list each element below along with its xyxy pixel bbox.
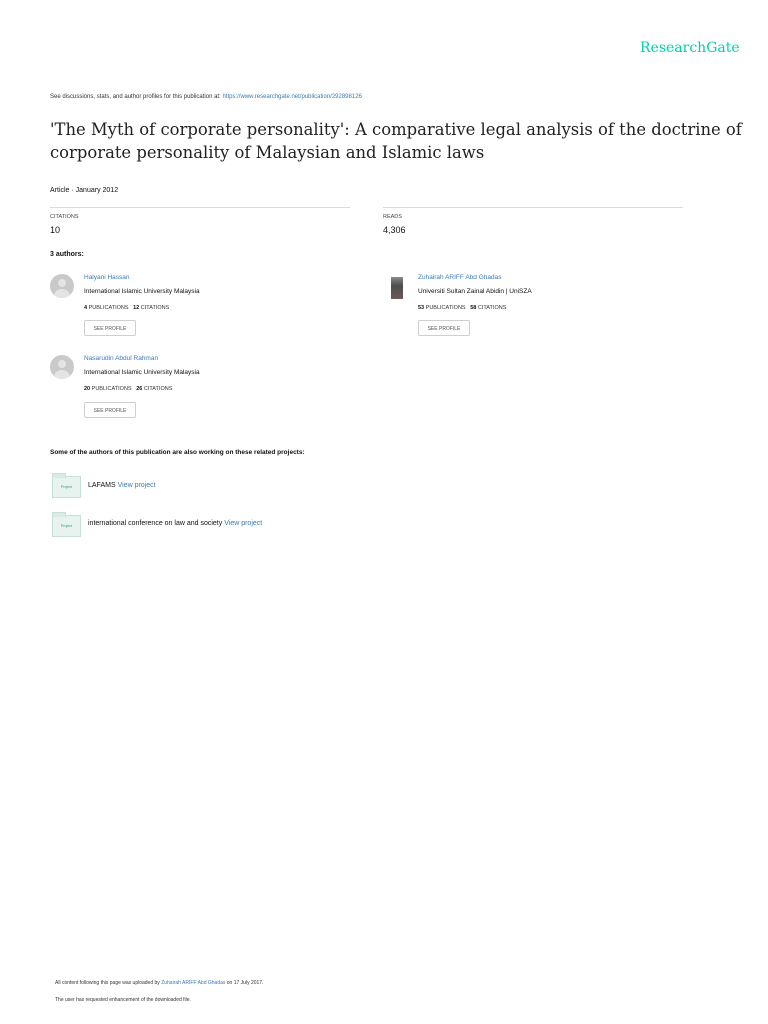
citations-label: CITATIONS bbox=[477, 305, 507, 311]
project-icon-label: Project bbox=[61, 485, 72, 489]
project-name: international conference on law and society bbox=[88, 520, 223, 527]
author-stats bbox=[418, 305, 506, 311]
author-institution: International Islamic University Malaysia bbox=[84, 369, 200, 376]
citations-label: CITATIONS bbox=[143, 386, 173, 392]
citations-count: 12 bbox=[133, 305, 140, 311]
publications-count: 20 bbox=[84, 386, 91, 392]
citations-count: 58 bbox=[470, 305, 477, 311]
citations-divider bbox=[50, 207, 350, 208]
publications-count: 4 bbox=[84, 305, 88, 311]
upload-suffix: on 17 July 2017. bbox=[226, 980, 264, 986]
publication-url-link[interactable]: https://www.researchgate.net/publication/292898126 bbox=[222, 94, 362, 100]
view-project-link[interactable]: View project bbox=[117, 482, 156, 489]
reads-label: READS bbox=[383, 214, 402, 220]
project-folder-icon bbox=[52, 515, 81, 537]
publications-label: PUBLICATIONS bbox=[425, 305, 466, 311]
author-avatar-icon[interactable] bbox=[50, 355, 74, 379]
authors-heading: 3 authors: bbox=[50, 251, 84, 258]
project-item bbox=[88, 520, 262, 527]
author-name-link[interactable]: Zuhairah ARIFF Abd Ghadas bbox=[418, 274, 502, 281]
upload-prefix: All content following this page was uploaded by bbox=[55, 980, 160, 986]
author-avatar-icon[interactable] bbox=[50, 274, 74, 298]
author-institution: Universiti Sultan Zainal Abidin | UniSZA bbox=[418, 288, 532, 295]
project-name: LAFAMS bbox=[88, 482, 116, 489]
project-folder-icon bbox=[52, 476, 81, 498]
project-icon-label: Project bbox=[61, 524, 72, 528]
upload-notice bbox=[55, 980, 263, 986]
publications-count: 53 bbox=[418, 305, 425, 311]
publication-title: 'The Myth of corporate personality': A comparative legal analysis of the doctrine of corporate personality of Malaysian and Islamic laws bbox=[50, 120, 742, 162]
author-stats bbox=[84, 386, 172, 392]
publications-label: PUBLICATIONS bbox=[88, 305, 129, 311]
see-profile-button[interactable]: SEE PROFILE bbox=[418, 320, 470, 336]
discussion-text: See discussions, stats, and author profiles for this publication at: bbox=[50, 94, 221, 100]
citations-count: 26 bbox=[136, 386, 143, 392]
related-projects-heading: Some of the authors of this publication are also working on these related projects: bbox=[50, 449, 305, 456]
author-photo[interactable] bbox=[391, 277, 403, 299]
view-project-link[interactable]: View project bbox=[224, 520, 263, 527]
publication-meta: Article · January 2012 bbox=[50, 187, 119, 194]
publications-label: PUBLICATIONS bbox=[91, 386, 132, 392]
uploader-link[interactable]: Zuhairah ARIFF Abd Ghadas bbox=[161, 980, 226, 986]
author-institution: International Islamic University Malaysia bbox=[84, 288, 200, 295]
citations-label: CITATIONS bbox=[140, 305, 170, 311]
project-item bbox=[88, 482, 156, 489]
author-name-link[interactable]: Nasarudin Abdul Rahman bbox=[84, 355, 159, 362]
reads-divider bbox=[383, 207, 683, 208]
author-stats bbox=[84, 305, 169, 311]
enhancement-notice: The user has requested enhancement of the downloaded file. bbox=[55, 997, 191, 1003]
see-profile-button[interactable]: SEE PROFILE bbox=[84, 402, 136, 418]
discussion-notice bbox=[50, 94, 362, 100]
author-name-link[interactable]: Halyani Hassan bbox=[84, 274, 130, 281]
citations-label: CITATIONS bbox=[50, 214, 79, 220]
citations-count: 10 bbox=[50, 225, 61, 235]
see-profile-button[interactable]: SEE PROFILE bbox=[84, 320, 136, 336]
researchgate-logo[interactable]: ResearchGate bbox=[640, 40, 740, 56]
reads-count: 4,306 bbox=[383, 225, 406, 235]
